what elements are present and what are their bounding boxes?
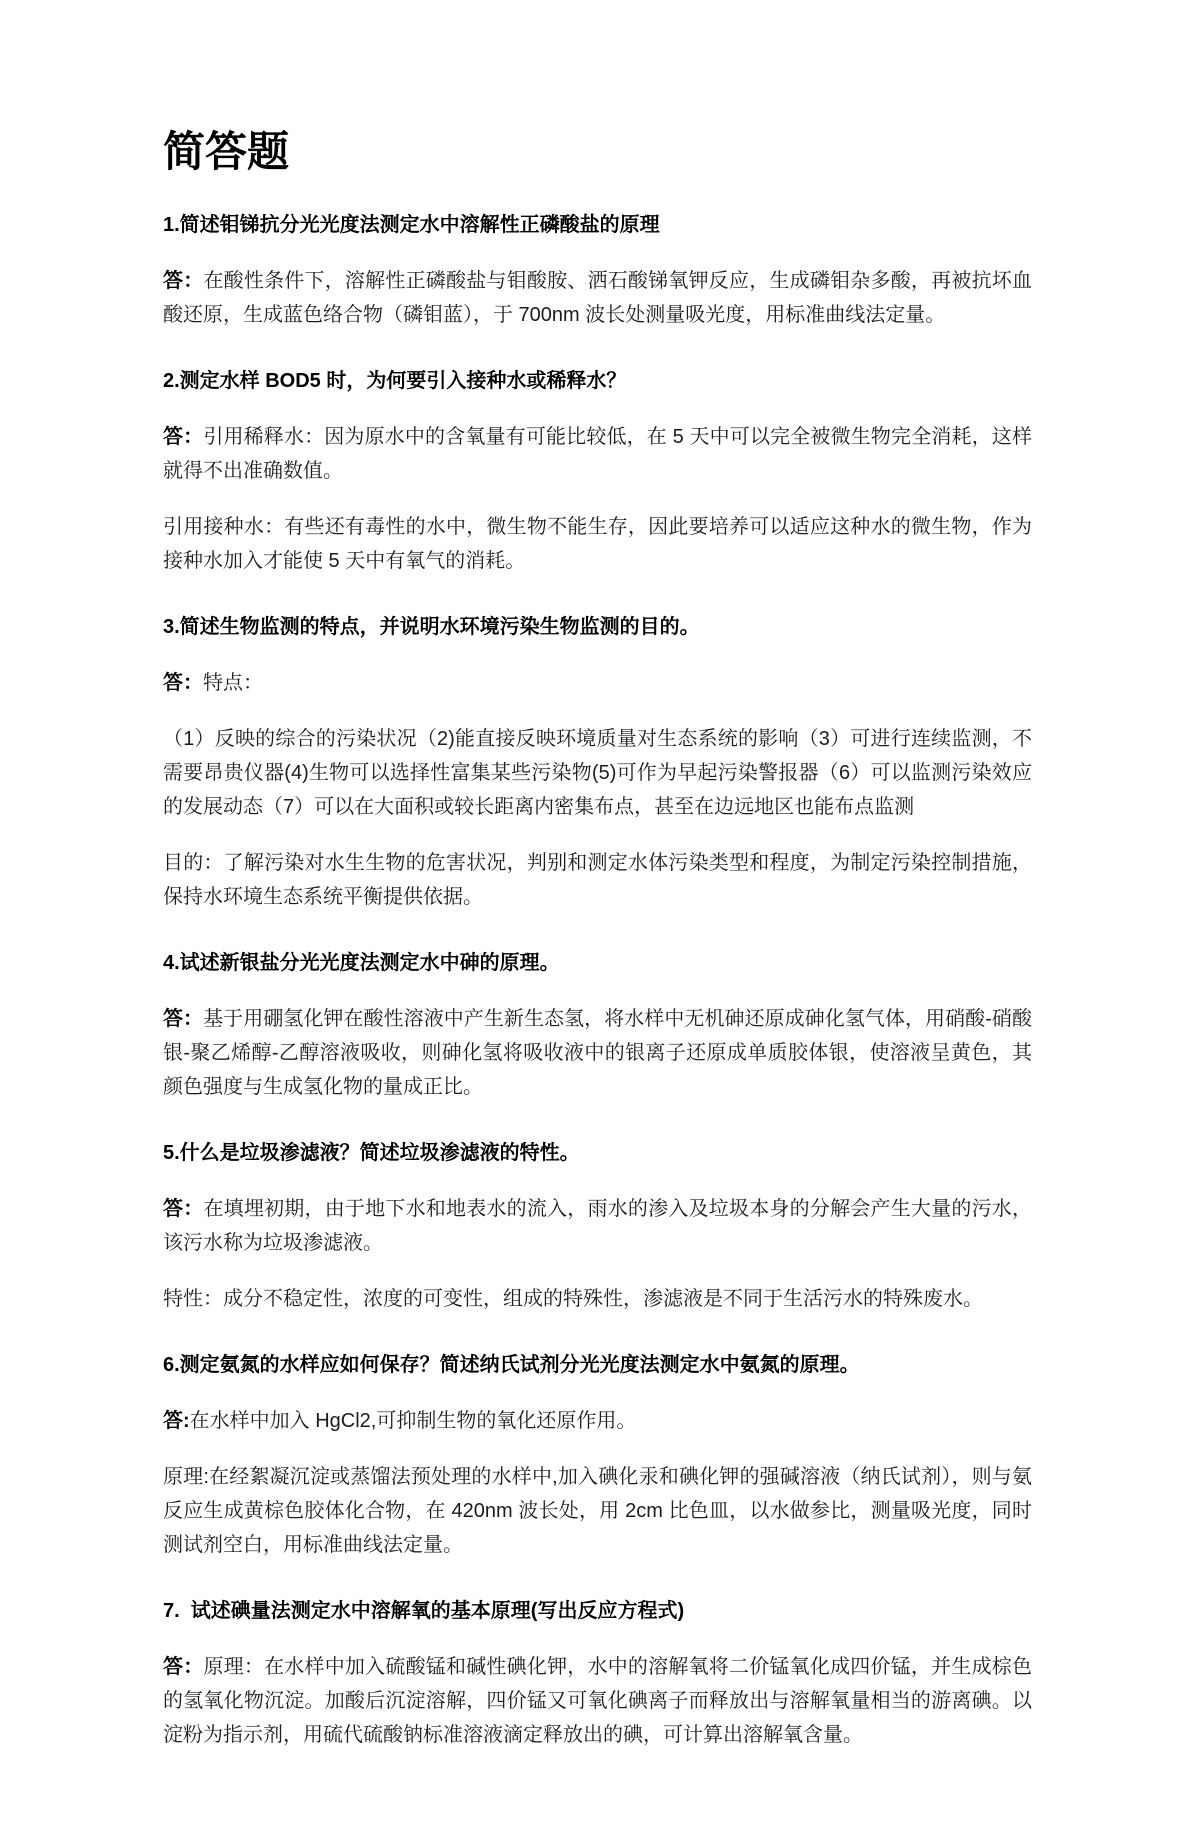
answer-text: 在填埋初期，由于地下水和地表水的流入，雨水的渗入及垃圾本身的分解会产生大量的污水，该污水称为垃圾渗滤液。: [163, 1198, 1033, 1254]
answer-paragraph: [163, 264, 1032, 332]
answer-prefix: 答：: [163, 426, 204, 448]
answer-prefix: 答：: [163, 270, 204, 292]
question-heading: 1.简述钼锑抗分光光度法测定水中溶解性正磷酸盐的原理: [163, 214, 660, 236]
answer-prefix: 答：: [163, 1008, 204, 1030]
answer-text: 特点：: [203, 672, 263, 694]
question-heading: 7. 试述碘量法测定水中溶解氧的基本原理(写出反应方程式): [163, 1600, 685, 1622]
answer-text: 在酸性条件下，溶解性正磷酸盐与钼酸胺、洒石酸锑氧钾反应，生成磷钼杂多酸，再被抗坏血酸还原，生成蓝色络合物（磷钼蓝），于 700nm 波长处测量吸光度，用标准曲线法定量。: [163, 270, 1033, 326]
question-heading: 6.测定氨氮的水样应如何保存？简述纳氏试剂分光光度法测定水中氨氮的原理。: [163, 1354, 860, 1376]
answer-prefix: 答：: [163, 672, 203, 694]
answer-prefix: 答:: [163, 1410, 190, 1432]
answer-paragraph: [163, 722, 1032, 824]
question-heading: 4.试述新银盐分光光度法测定水中砷的原理。: [163, 952, 560, 974]
question-heading: 5.什么是垃圾渗滤液？简述垃圾渗滤液的特性。: [163, 1142, 580, 1164]
answer-paragraph: [163, 1282, 1032, 1316]
answer-paragraph: [163, 846, 1032, 914]
answer-text: 在水样中加入 HgCl2,可抑制生物的氧化还原作用。: [189, 1410, 637, 1432]
answer-text: 原理:在经絮凝沉淀或蒸馏法预处理的水样中,加入碘化汞和碘化钾的强碱溶液（纳氏试剂），则与氨反应生成黄棕色胶体化合物，在 420nm 波长处，用 2cm 比色皿，以水做参比，测量吸光度，同时测试剂空白，用标准曲线法定量。: [163, 1466, 1032, 1556]
answer-paragraph: [163, 420, 1032, 488]
answer-paragraph: [163, 510, 1032, 578]
answer-paragraph: [163, 1192, 1032, 1260]
answer-text: 基于用硼氢化钾在酸性溶液中产生新生态氢，将水样中无机砷还原成砷化氢气体，用硝酸-硝酸银-聚乙烯醇-乙醇溶液吸收，则砷化氢将吸收液中的银离子还原成单质胶体银，使溶液呈黄色，其颜色强度与生成氢化物的量成正比。: [163, 1008, 1032, 1098]
answer-text: 原理：在水样中加入硫酸锰和碱性碘化钾，水中的溶解氧将二价锰氧化成四价锰，并生成棕色的氢氧化物沉淀。加酸后沉淀溶解，四价锰又可氧化碘离子而释放出与溶解氧量相当的游离碘。以淀粉为指示剂，用硫代硫酸钠标准溶液滴定释放出的碘，可计算出溶解氧含量。: [163, 1656, 1033, 1746]
question-heading: 3.简述生物监测的特点，并说明水环境污染生物监测的目的。: [163, 616, 700, 638]
answer-prefix: 答：: [163, 1198, 204, 1220]
answer-paragraph: [163, 1460, 1032, 1562]
answer-text: 引用稀释水：因为原水中的含氧量有可能比较低，在 5 天中可以完全被微生物完全消耗，这样就得不出准确数值。: [163, 426, 1032, 482]
answer-paragraph: [163, 666, 1032, 700]
answer-prefix: 答：: [163, 1656, 204, 1678]
answer-text: 目的：了解污染对水生生物的危害状况，判别和测定水体污染类型和程度，为制定污染控制措施，保持水环境生态系统平衡提供依据。: [163, 852, 1032, 908]
answer-paragraph: [163, 1002, 1032, 1104]
answer-text: 引用接种水：有些还有毒性的水中，微生物不能生存，因此要培养可以适应这种水的微生物，作为接种水加入才能使 5 天中有氧气的消耗。: [163, 516, 1032, 572]
answer-paragraph: [163, 1650, 1032, 1752]
answer-paragraph: [163, 1404, 1032, 1438]
answer-text: 特性：成分不稳定性，浓度的可变性，组成的特殊性，渗滤液是不同于生活污水的特殊废水。: [163, 1288, 983, 1310]
question-heading: 2.测定水样 BOD5 时，为何要引入接种水或稀释水？: [163, 370, 627, 392]
qa-sections: [163, 208, 1032, 1752]
page-title: 简答题: [163, 128, 290, 175]
answer-text: （1）反映的综合的污染状况（2)能直接反映环境质量对生态系统的影响（3）可进行连续监测，不需要昂贵仪器(4)生物可以选择性富集某些污染物(5)可作为早起污染警报器（6）可以监测污染效应的发展动态（7）可以在大面积或较长距离内密集布点，甚至在边远地区也能布点监测: [163, 728, 1032, 818]
